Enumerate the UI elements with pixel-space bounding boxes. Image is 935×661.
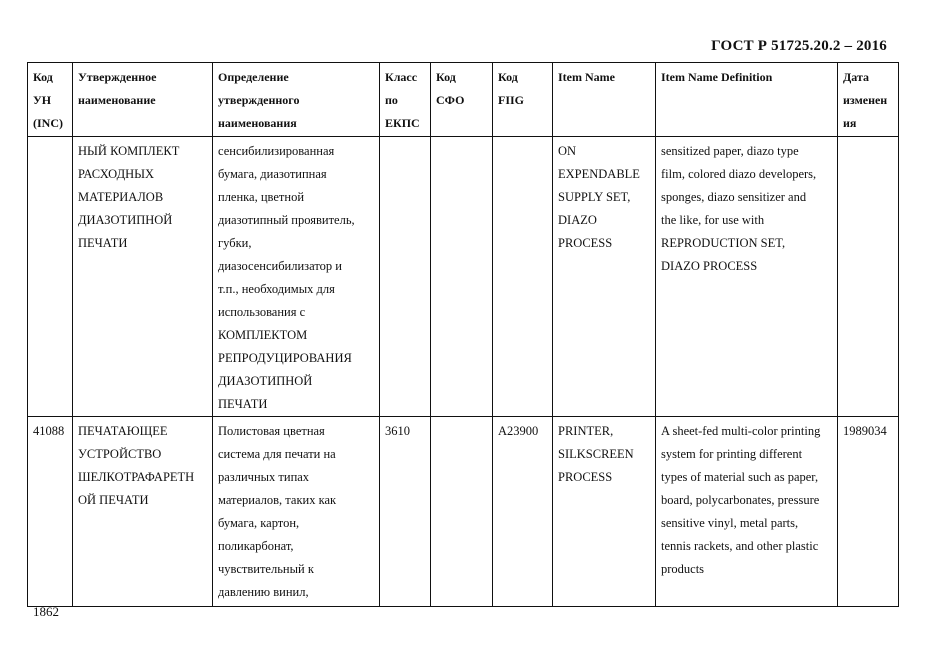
- catalog-table: [27, 62, 899, 607]
- header-sfo-code: Код СФО: [431, 63, 493, 137]
- cell-sfo-code: [431, 417, 493, 607]
- cell-approved-name: НЫЙ КОМПЛЕКТ РАСХОДНЫХ МАТЕРИАЛОВ ДИАЗОТИПНОЙ ПЕЧАТИ: [73, 137, 213, 417]
- header-ekps-class: Класс по ЕКПС: [380, 63, 431, 137]
- cell-fiig-code: A23900: [493, 417, 553, 607]
- cell-fiig-code: [493, 137, 553, 417]
- header-fiig-code: Код FIIG: [493, 63, 553, 137]
- table-row: [28, 417, 899, 607]
- header-definition-ru: Определение утвержденного наименования: [213, 63, 380, 137]
- cell-ekps-class: 3610: [380, 417, 431, 607]
- cell-item-name-definition: A sheet-fed multi-color printing system for printing different types of material such as paper, board, polycarbonates, pressure sensitive vinyl, metal parts, tennis rackets, and other plastic products: [656, 417, 838, 607]
- header-row: [28, 63, 899, 137]
- header-change-date: Дата изменен ия: [838, 63, 899, 137]
- cell-code-un: [28, 137, 73, 417]
- cell-change-date: [838, 137, 899, 417]
- header-approved-name: Утвержденное наименование: [73, 63, 213, 137]
- header-item-name: Item Name: [553, 63, 656, 137]
- cell-change-date: 1989034: [838, 417, 899, 607]
- cell-item-name-definition: sensitized paper, diazo type film, colored diazo developers, sponges, diazo sensitizer and the like, for use with REPRODUCTION SET, DIAZO PROCESS: [656, 137, 838, 417]
- cell-sfo-code: [431, 137, 493, 417]
- cell-code-un: 41088: [28, 417, 73, 607]
- document-id: ГОСТ Р 51725.20.2 – 2016: [711, 38, 887, 54]
- table-row: [28, 137, 899, 417]
- cell-item-name: PRINTER, SILKSCREEN PROCESS: [553, 417, 656, 607]
- page-number: 1862: [33, 604, 59, 619]
- cell-definition-ru: сенсибилизированная бумага, диазотипная пленка, цветной диазотипный проявитель, губки, диазосенсибилизатор и т.п., необходимых для использования с КОМПЛЕКТОМ РЕПРОДУЦИРОВАНИЯ ДИАЗОТИПНОЙ ПЕЧАТИ: [213, 137, 380, 417]
- header-code-un: Код УН (INC): [28, 63, 73, 137]
- cell-ekps-class: [380, 137, 431, 417]
- cell-item-name: ON EXPENDABLE SUPPLY SET, DIAZO PROCESS: [553, 137, 656, 417]
- header-item-name-definition: Item Name Definition: [656, 63, 838, 137]
- cell-approved-name: ПЕЧАТАЮЩЕЕ УСТРОЙСТВО ШЕЛКОТРАФАРЕТН ОЙ ПЕЧАТИ: [73, 417, 213, 607]
- cell-definition-ru: Полистовая цветная система для печати на различных типах материалов, таких как бумага, картон, поликарбонат, чувствительный к давлению винил,: [213, 417, 380, 607]
